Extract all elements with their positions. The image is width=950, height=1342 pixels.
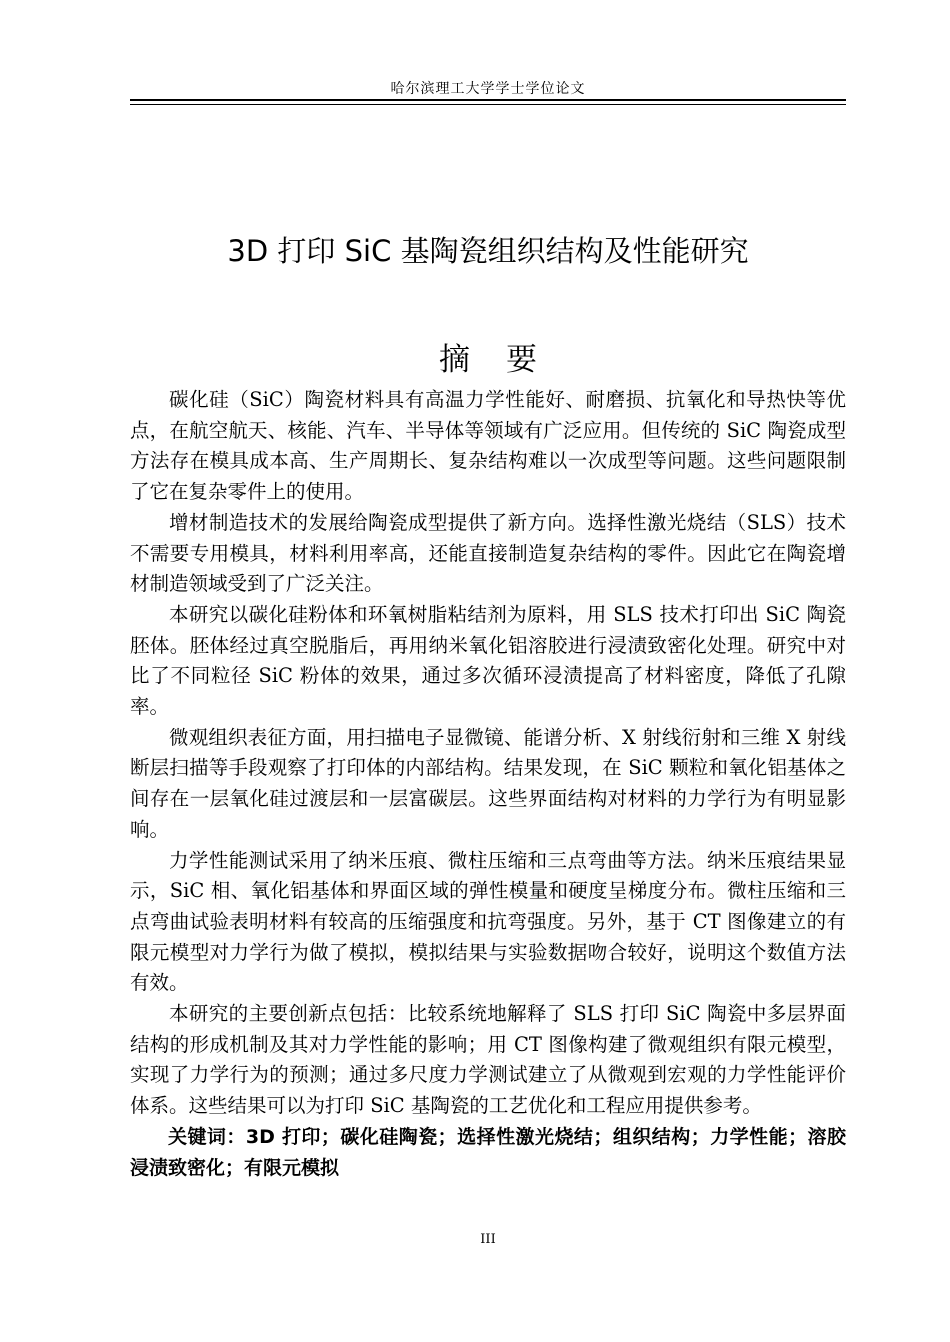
abstract-paragraph-3: 本研究以碳化硅粉体和环氧树脂粘结剂为原料，用 SLS 技术打印出 SiC 陶瓷胚体。胚体经过真空脱脂后，再用纳米氧化铝溶胶进行浸渍致密化处理。研究中对比了不同粒径 SiC 粉体的效果，通过多次循环浸渍提高了材料密度，降低了孔隙率。 — [130, 602, 846, 719]
page-number: III — [480, 1232, 496, 1247]
thesis-title: 3D 打印 SiC 基陶瓷组织结构及性能研究 — [227, 234, 749, 268]
abstract-heading: 摘要 — [439, 342, 573, 378]
abstract-paragraph-6: 本研究的主要创新点包括：比较系统地解释了 SLS 打印 SiC 陶瓷中多层界面结构的形成机制及其对力学性能的影响；用 CT 图像构建了微观组织有限元模型，实现了力学行为的预测；通过多尺度力学测试建立了从微观到宏观的力学性能评价体系。这些结果可以为打印 SiC 基陶瓷的工艺优化和工程应用提供参考。 — [130, 1002, 846, 1118]
header-rule-thin — [130, 104, 846, 105]
abstract-paragraph-4: 微观组织表征方面，用扫描电子显微镜、能谱分析、X 射线衍射和三维 X 射线断层扫描等手段观察了打印体的内部结构。结果发现，在 SiC 颗粒和氧化铝基体之间存在一层氧化硅过渡层和一层富碳层。这些界面结构对材料的力学行为有明显影响。 — [130, 725, 846, 841]
abstract-paragraph-1: 碳化硅（SiC）陶瓷材料具有高温力学性能好、耐磨损、抗氧化和导热快等优点，在航空航天、核能、汽车、半导体等领域有广泛应用。但传统的 SiC 陶瓷成型方法存在模具成本高、生产周期长、复杂结构难以一次成型等问题。这些问题限制了它在复杂零件上的使用。 — [130, 388, 846, 504]
running-header: 哈尔滨理工大学学士学位论文 — [390, 81, 586, 97]
keywords: 关键词：3D 打印；碳化硅陶瓷；选择性激光烧结；组织结构；力学性能；溶胶浸渍致密化；有限元模拟 — [130, 1125, 846, 1179]
abstract-paragraph-5: 力学性能测试采用了纳米压痕、微柱压缩和三点弯曲等方法。纳米压痕结果显示，SiC 相、氧化铝基体和界面区域的弹性模量和硬度呈梯度分布。微柱压缩和三点弯曲试验表明材料有较高的压缩强度和抗弯强度。另外，基于 CT 图像建立的有限元模型对力学行为做了模拟，模拟结果与实验数据吻合较好，说明这个数值方法有效。 — [130, 848, 846, 995]
abstract-paragraph-2: 增材制造技术的发展给陶瓷成型提供了新方向。选择性激光烧结（SLS）技术不需要专用模具，材料利用率高，还能直接制造复杂结构的零件。因此它在陶瓷增材制造领域受到了广泛关注。 — [130, 510, 846, 596]
header-rule-thick — [130, 99, 846, 101]
abstract-body — [130, 385, 846, 1183]
